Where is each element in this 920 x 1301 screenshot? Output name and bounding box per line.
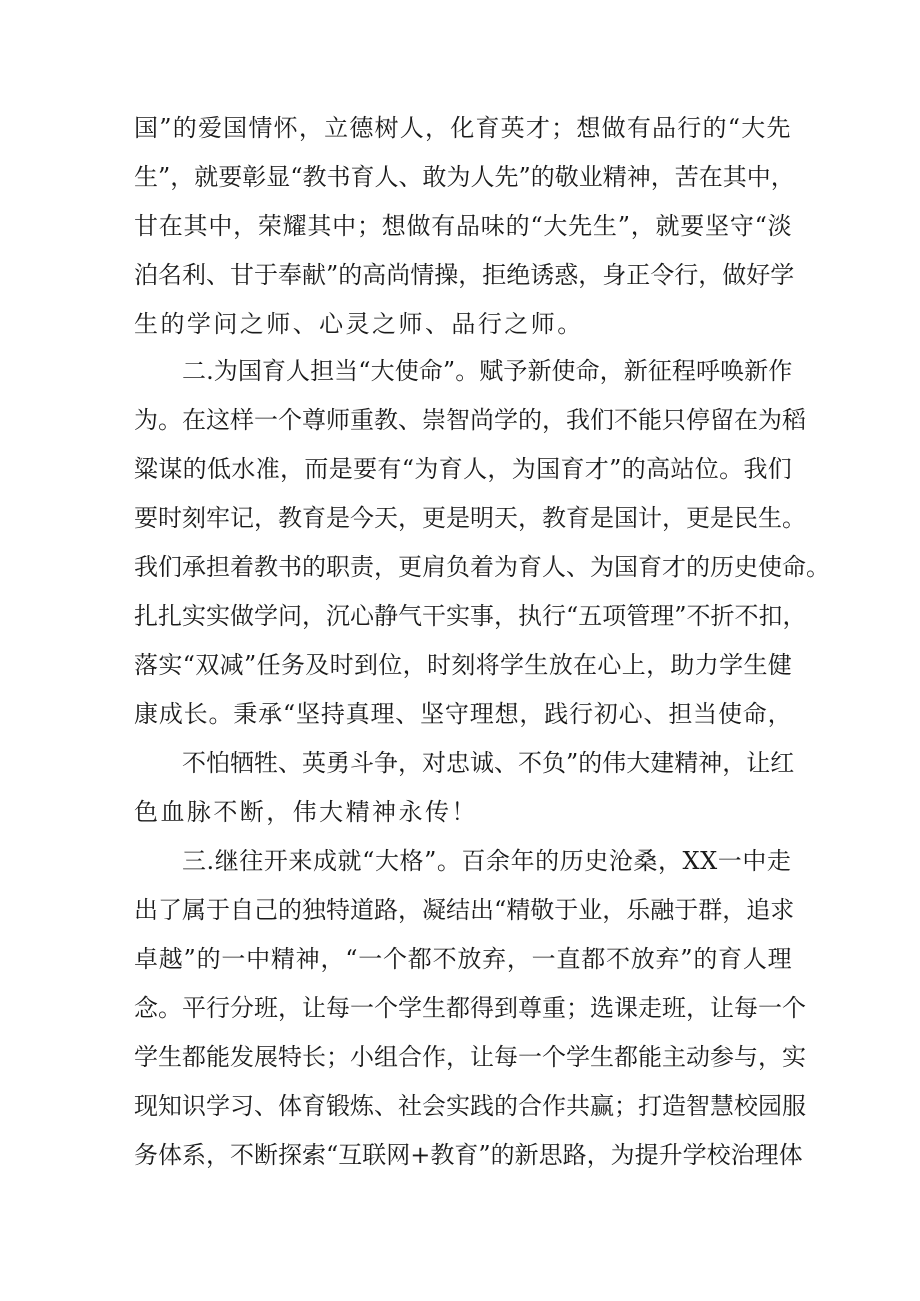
paragraph-4-line-7: 务体系，不断探索“互联网+教育”的新思路，为提升学校治理体 xyxy=(134,1141,803,1169)
paragraph-2-line-4: 要时刻牢记，教育是今天，更是明天，教育是国计，更是民生。 xyxy=(134,504,806,532)
paragraph-2-line-3: 粱谋的低水准，而是要有“为育人，为国育才”的高站位。我们 xyxy=(134,455,793,483)
paragraph-2-line-8: 康成长。秉承“坚持真理、坚守理想，践行初心、担当使命， xyxy=(134,700,793,728)
paragraph-1-line-4: 泊名利、甘于奉献”的高尚情操，拒绝诱惑，身正令行，做好学 xyxy=(134,261,795,289)
paragraph-4-line-1: 三.继往开来成就“大格”。百余年的历史沧桑，XX一中走 xyxy=(182,847,792,875)
paragraph-2-line-1: 二.为国育人担当“大使命”。赋予新使命，新征程呼唤新作 xyxy=(182,357,793,385)
paragraph-1-line-2: 生”，就要彰显“教书育人、敢为人先”的敬业精神，苦在其中， xyxy=(134,163,795,191)
paragraph-3-line-2: 色血脉不断，伟大精神永传！ xyxy=(134,798,478,826)
paragraph-4-line-4: 念。平行分班，让每一个学生都得到尊重；选课走班，让每一个 xyxy=(134,994,806,1022)
paragraph-1-line-5: 生的学问之师、心灵之师、品行之师。 xyxy=(134,310,584,338)
paragraph-3-line-1: 不怕牺牲、英勇斗争，对忠诚、不负”的伟大建精神，让红 xyxy=(182,749,795,777)
paragraph-4-line-2: 出了属于自己的独特道路，凝结出“精敬于业，乐融于群，追求 xyxy=(134,896,795,924)
paragraph-1-line-3: 甘在其中，荣耀其中；想做有品味的“大先生”，就要坚守“淡 xyxy=(134,212,793,240)
paragraph-2-line-7: 落实“双减”任务及时到位，时刻将学生放在心上，助力学生健 xyxy=(134,651,793,679)
paragraph-4-line-3: 卓越”的一中精神，“一个都不放弃，一直都不放弃”的育人理 xyxy=(134,945,793,973)
paragraph-4-line-5: 学生都能发展特长；小组合作，让每一个学生都能主动参与，实 xyxy=(134,1043,806,1071)
paragraph-2-line-5: 我们承担着教书的职责，更肩负着为育人、为国育才的历史使命。 xyxy=(134,553,830,581)
paragraph-2-line-2: 为。在这样一个尊师重教、崇智尚学的，我们不能只停留在为稻 xyxy=(134,406,806,434)
paragraph-1-line-1: 国”的爱国情怀，立德树人，化育英才；想做有品行的“大先 xyxy=(134,114,792,142)
paragraph-4-line-6: 现知识学习、体育锻炼、社会实践的合作共赢；打造智慧校园服 xyxy=(134,1092,806,1120)
paragraph-2-line-6: 扎扎实实做学问，沉心静气干实事，执行“五项管理”不折不扣， xyxy=(134,602,807,630)
